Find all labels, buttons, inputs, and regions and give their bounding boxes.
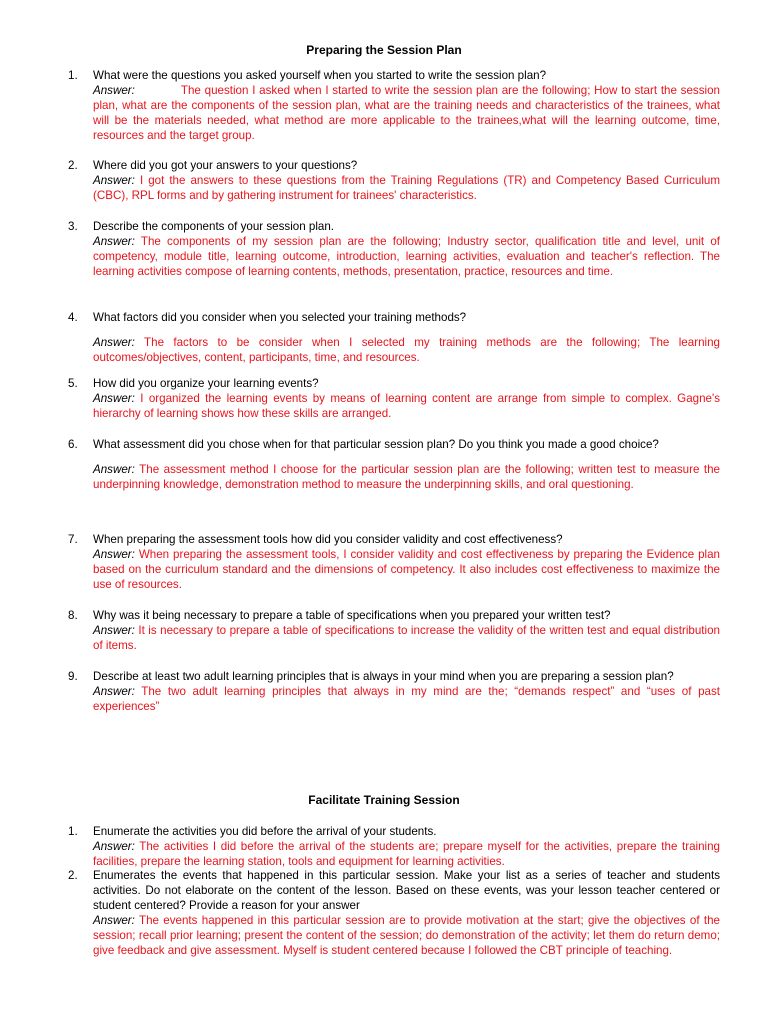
question-text: What assessment did you chose when for that particular session plan? Do you think you made a good choice? xyxy=(93,438,659,451)
answer-text: The activities I did before the arrival of the students are; prepare myself for the activities, prepare the training facilities, prepare the learning station, tools and equipment for learning activities. xyxy=(93,840,721,868)
question-text: Enumerates the events that happened in this particular session. Make your list as a series of teacher and students activities. Do not elaborate on the content of the lesson. Based on these events, was your lesson teacher centered or student centered? Provide a reason for your answer xyxy=(93,869,720,912)
answer-block xyxy=(93,335,720,365)
answer-block xyxy=(93,913,720,958)
answer-block xyxy=(93,391,720,421)
answer-label: Answer: xyxy=(93,84,135,97)
list-item xyxy=(68,824,720,869)
answer-label: Answer: xyxy=(93,336,135,349)
list-item xyxy=(68,669,720,714)
answer-text: I got the answers to these questions from the Training Regulations (TR) and Competency Based Curriculum (CBC), RPL forms and by gathering instrument for trainees' characteristics. xyxy=(93,174,721,202)
item-number: 2. xyxy=(68,159,78,172)
question-text: What factors did you consider when you selected your training methods? xyxy=(93,311,467,324)
section-title-preparing-session-plan: Preparing the Session Plan xyxy=(306,43,462,57)
answer-block xyxy=(93,547,720,592)
item-number: 1. xyxy=(68,825,78,838)
list-item xyxy=(68,437,720,492)
answer-block xyxy=(93,234,720,279)
item-number: 6. xyxy=(68,438,78,451)
answer-block xyxy=(93,839,720,869)
answer-text: The question I asked when I started to write the session plan are the following; How to start the session plan, what are the components of the session plan, what are the training needs and characteristics of the trainees, what will be the materials needed, what method are more applicable to the trainees,what will the learning outcome, time, resources and the target group. xyxy=(93,84,720,142)
section-title-facilitate-training-session: Facilitate Training Session xyxy=(308,793,460,807)
answer-block xyxy=(93,623,720,653)
answer-label: Answer: xyxy=(93,914,135,927)
item-number: 7. xyxy=(68,533,78,546)
answer-text: The events happened in this particular session are to provide motivation at the start; give the objectives of the session; recall prior learning; present the content of the session; do demonstration of the activity; let them do return demo; give feedback and give assessment. Myself is student centered because I followed the CBT principle of teaching. xyxy=(93,914,720,957)
question-text: Describe at least two adult learning principles that is always in your mind when you are preparing a session plan? xyxy=(93,670,674,683)
item-number: 2. xyxy=(68,869,78,882)
answer-block xyxy=(93,684,720,714)
question-text: When preparing the assessment tools how did you consider validity and cost effectiveness? xyxy=(93,533,563,546)
list-item xyxy=(68,68,720,143)
answer-text: The factors to be consider when I selected my training methods are the following; The learning outcomes/objectives, content, participants, time, and resources. xyxy=(93,336,720,364)
item-number: 8. xyxy=(68,609,78,622)
list-item xyxy=(68,868,720,958)
answer-text: The components of my session plan are the following; Industry sector, qualification title and level, unit of competency, module title, learning outcome, introduction, learning activities, evaluation and teacher's reflection. The learning activities compose of learning contents, methods, presentation, practice, resources and time. xyxy=(93,235,721,278)
answer-text: The two adult learning principles that always in my mind are the; “demands respect” and “uses of past experiences” xyxy=(93,685,720,713)
answer-block xyxy=(93,462,720,492)
answer-block xyxy=(93,173,720,203)
list-item xyxy=(68,219,720,279)
list-item xyxy=(68,608,720,653)
list-item xyxy=(68,532,720,592)
answer-text: The assessment method I choose for the particular session plan are the following; written test to measure the underpinning knowledge, demonstration method to measure the underpinning skills, and oral questioning. xyxy=(93,463,720,491)
answer-label: Answer: xyxy=(93,548,135,561)
answer-label: Answer: xyxy=(93,235,135,248)
item-number: 4. xyxy=(68,311,78,324)
answer-label: Answer: xyxy=(93,685,135,698)
item-number: 9. xyxy=(68,670,78,683)
list-item xyxy=(68,376,720,421)
answer-text: I organized the learning events by means of learning content are arrange from simple to complex. Gagne's hierarchy of learning shows how these skills are arranged. xyxy=(93,392,720,420)
question-text: What were the questions you asked yourself when you started to write the session plan? xyxy=(93,69,547,82)
answer-label: Answer: xyxy=(93,174,135,187)
answer-label: Answer: xyxy=(93,624,135,637)
item-number: 5. xyxy=(68,377,78,390)
answer-label: Answer: xyxy=(93,463,135,476)
answer-text: When preparing the assessment tools, I consider validity and cost effectiveness by preparing the Evidence plan based on the curriculum standard and the dimensions of competency. It also includes cost effectiveness to maximize the use of resources. xyxy=(93,548,720,591)
list-item xyxy=(68,158,720,203)
answer-text: It is necessary to prepare a table of specifications to increase the validity of the written test and equal distribution of items. xyxy=(93,624,720,652)
question-text: Where did you got your answers to your questions? xyxy=(93,159,358,172)
item-number: 3. xyxy=(68,220,78,233)
item-number: 1. xyxy=(68,69,78,82)
answer-label: Answer: xyxy=(93,840,135,853)
answer-block xyxy=(93,83,720,143)
question-text: Enumerate the activities you did before the arrival of your students. xyxy=(93,825,437,838)
list-item xyxy=(68,310,720,365)
question-text: Why was it being necessary to prepare a table of specifications when you prepared your written test? xyxy=(93,609,611,622)
question-text: Describe the components of your session plan. xyxy=(93,220,335,233)
question-text: How did you organize your learning events? xyxy=(93,377,319,390)
answer-label: Answer: xyxy=(93,392,135,405)
